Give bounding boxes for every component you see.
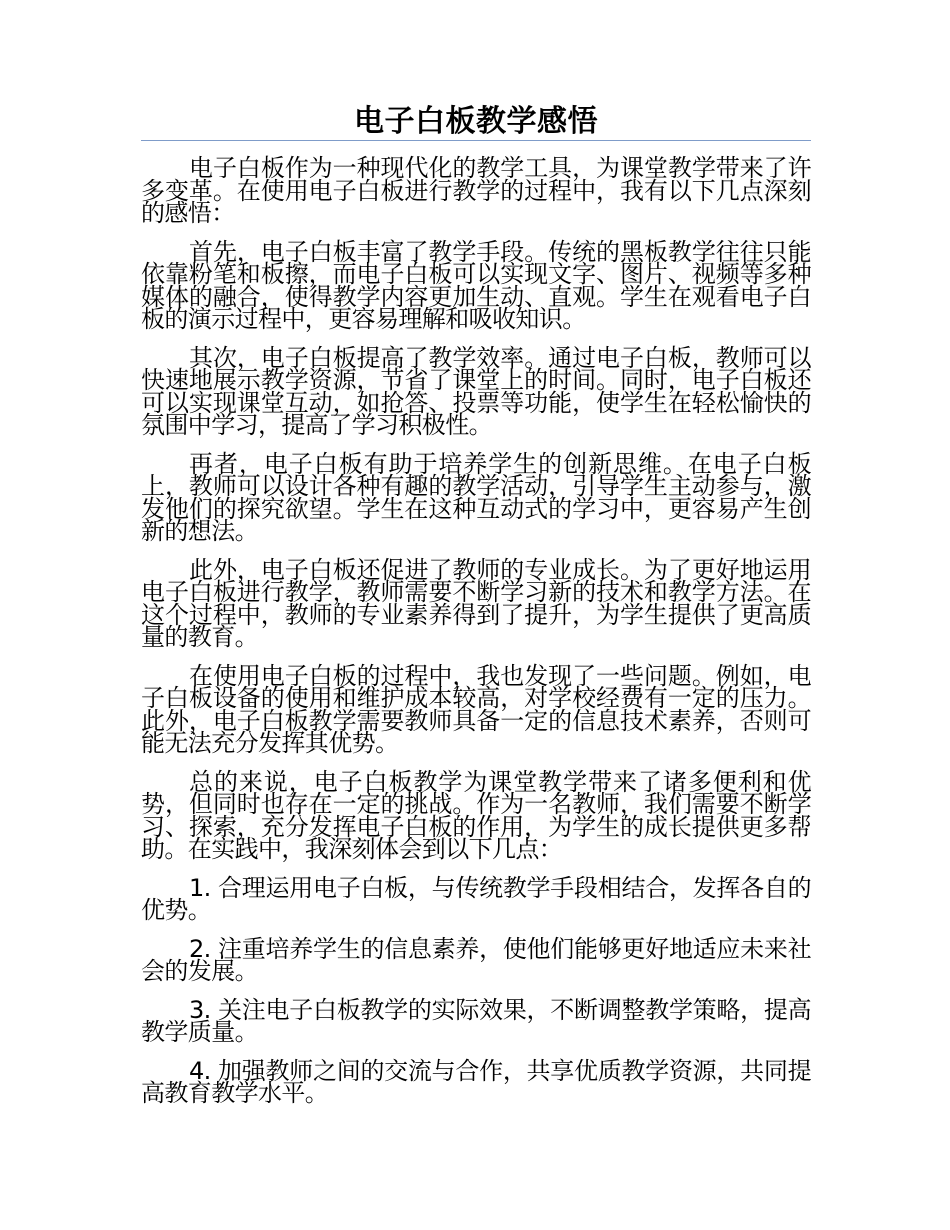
list-item-3: 3. 关注电子白板教学的实际效果，不断调整教学策略，提高教学质量。 xyxy=(141,995,811,1046)
paragraph-third: 再者，电子白板有助于培养学生的创新思维。在电子白板上，教师可以设计各种有趣的教学活动，引导学生主动参与，激发他们的探究欲望。学生在这种互动式的学习中，更容易产生创新的想法。 xyxy=(141,449,811,545)
paragraph-fourth: 此外，电子白板还促进了教师的专业成长。为了更好地运用电子白板进行教学，教师需要不断学习新的技术和教学方法。在这个过程中，教师的专业素养得到了提升，为学生提供了更高质量的教育。 xyxy=(141,555,811,651)
paragraph-second: 其次，电子白板提高了教学效率。通过电子白板，教师可以快速地展示教学资源，节省了课堂上的时间。同时，电子白板还可以实现课堂互动，如抢答、投票等功能，使学生在轻松愉快的氛围中学习，提高了学习积极性。 xyxy=(141,343,811,439)
paragraph-summary: 总的来说，电子白板教学为课堂教学带来了诸多便利和优势，但同时也存在一定的挑战。作为一名教师，我们需要不断学习、探索，充分发挥电子白板的作用，为学生的成长提供更多帮助。在实践中，我深刻体会到以下几点： xyxy=(141,767,811,863)
list-item-4: 4. 加强教师之间的交流与合作，共享优质教学资源，共同提高教育教学水平。 xyxy=(141,1056,811,1107)
list-item-1: 1. 合理运用电子白板，与传统教学手段相结合，发挥各自的优势。 xyxy=(141,873,811,924)
title-underline xyxy=(141,140,811,141)
document-title: 电子白板教学感悟 xyxy=(354,104,598,139)
paragraph-problems: 在使用电子白板的过程中，我也发现了一些问题。例如，电子白板设备的使用和维护成本较高，对学校经费有一定的压力。此外，电子白板教学需要教师具备一定的信息技术素养，否则可能无法充分发挥其优势。 xyxy=(141,661,811,757)
list-item-2: 2. 注重培养学生的信息素养，使他们能够更好地适应未来社会的发展。 xyxy=(141,934,811,985)
paragraph-intro: 电子白板作为一种现代化的教学工具，为课堂教学带来了许多变革。在使用电子白板进行教学的过程中，我有以下几点深刻的感悟： xyxy=(141,154,811,227)
paragraph-first: 首先，电子白板丰富了教学手段。传统的黑板教学往往只能依靠粉笔和板擦，而电子白板可以实现文字、图片、视频等多种媒体的融合，使得教学内容更加生动、直观。学生在观看电子白板的演示过程中，更容易理解和吸收知识。 xyxy=(141,237,811,333)
document-page xyxy=(141,100,811,1121)
